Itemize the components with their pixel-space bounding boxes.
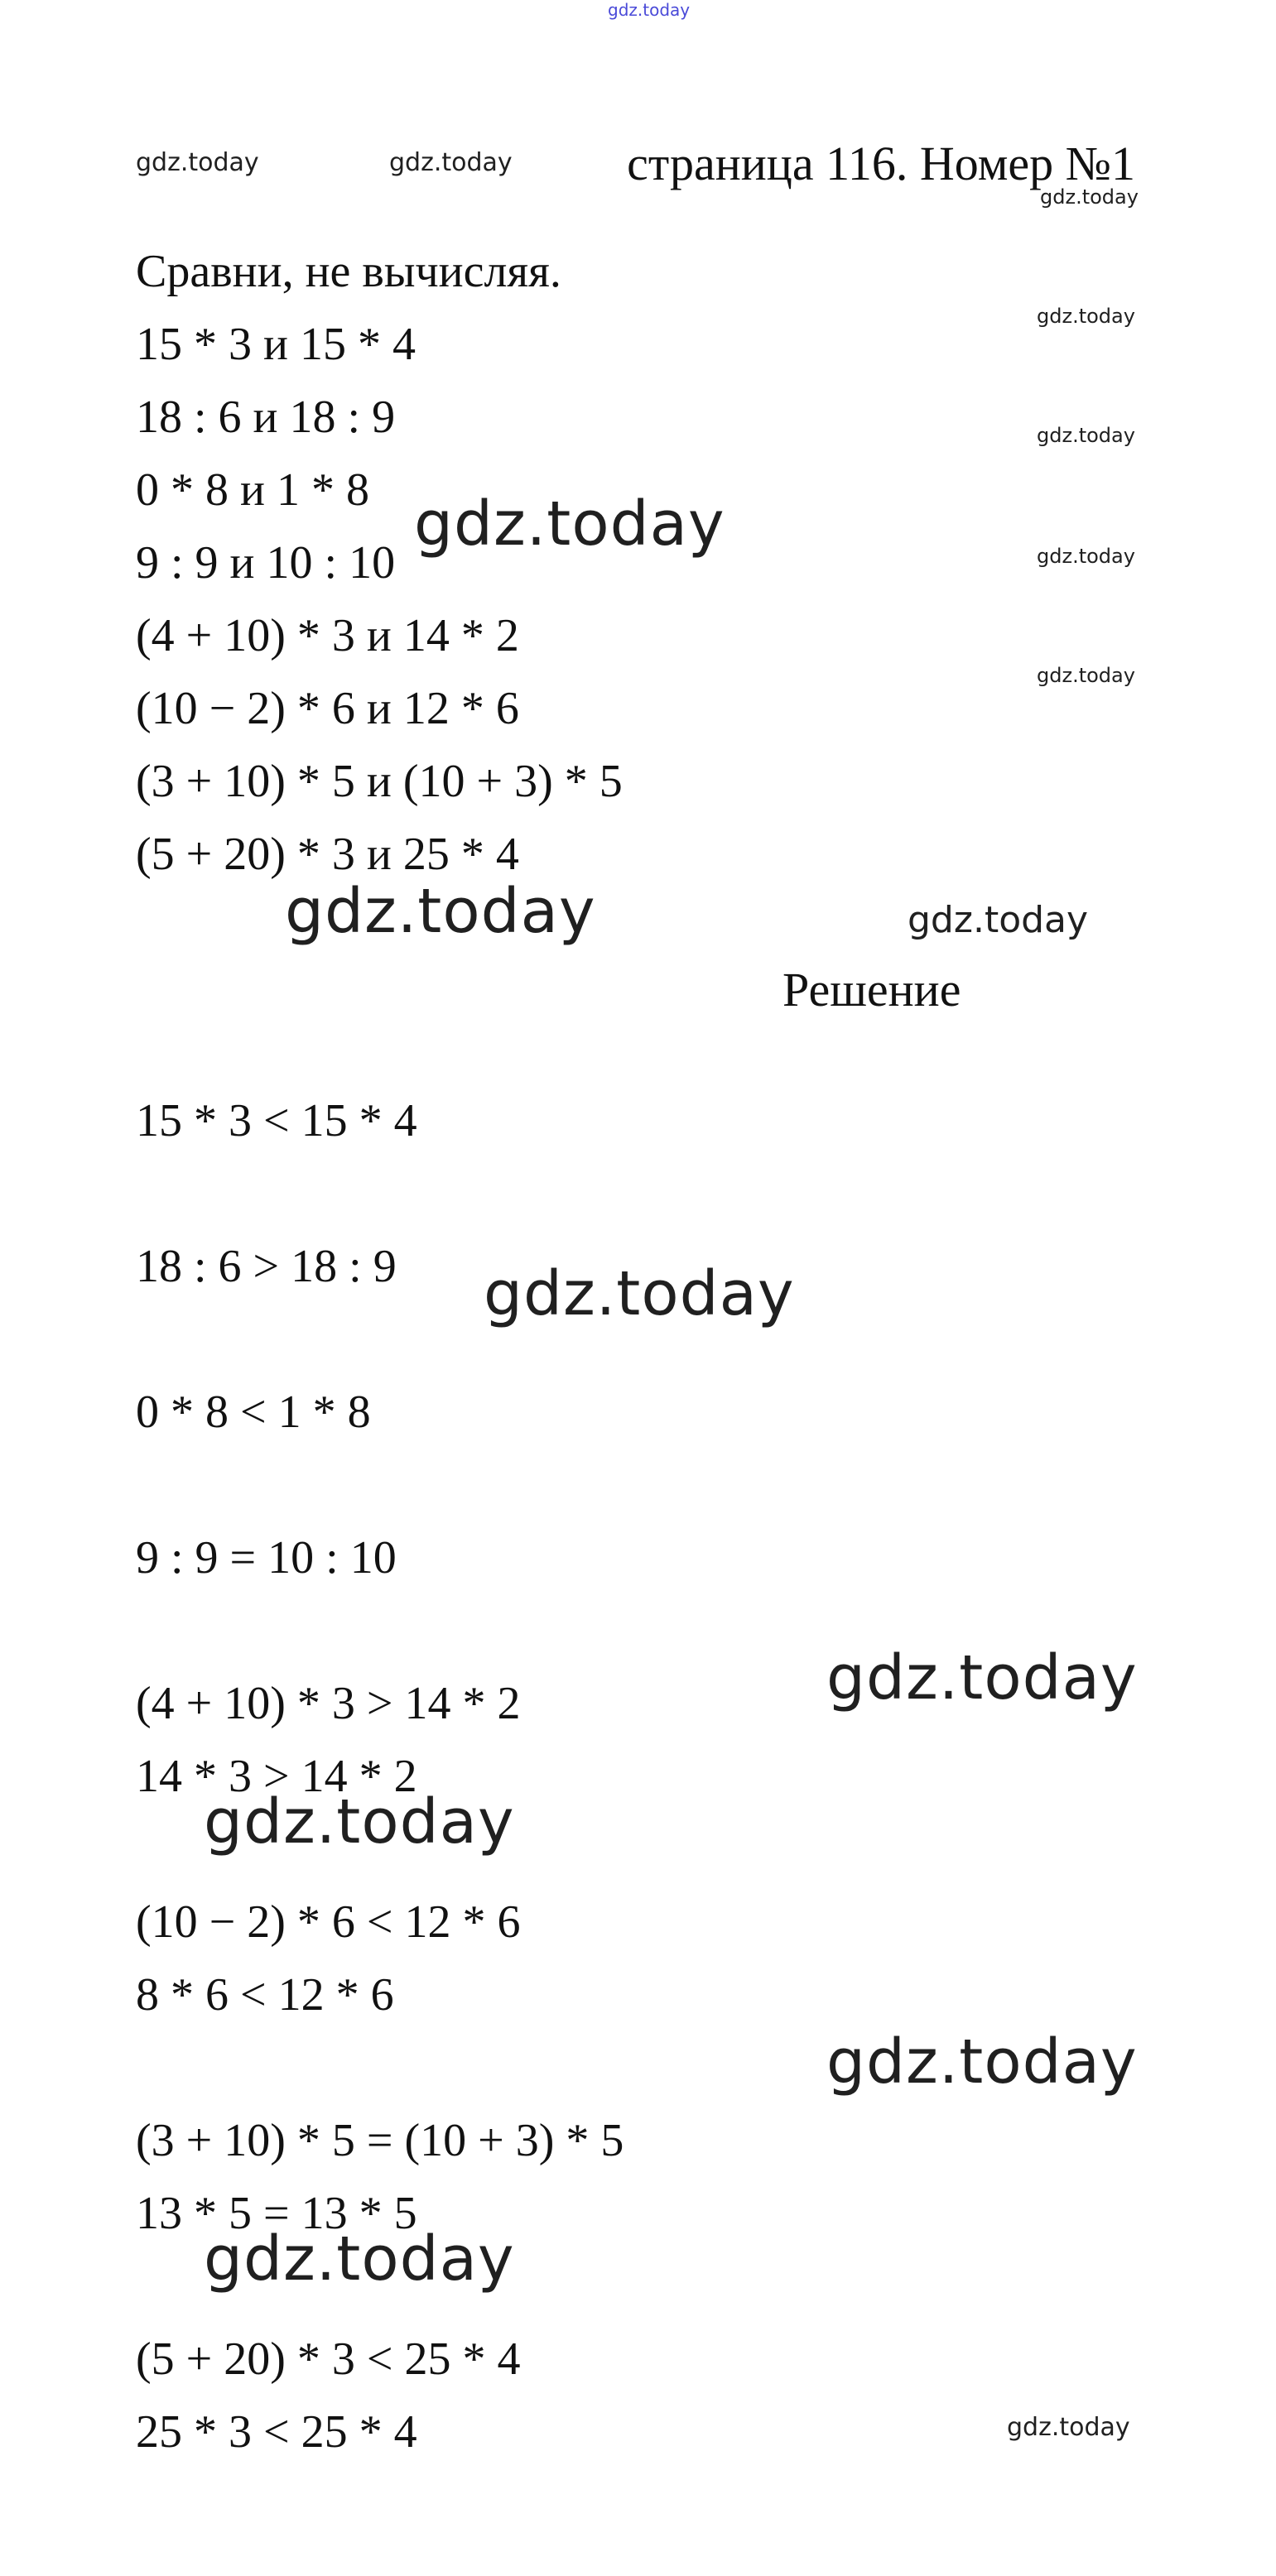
watermark-large-7: gdz.today xyxy=(204,2223,515,2295)
solution-line: 8 * 6 < 12 * 6 xyxy=(136,1969,394,2021)
watermark-large-4: gdz.today xyxy=(826,1642,1138,1713)
watermark-large-2: gdz.today xyxy=(285,876,596,947)
watermark-top: gdz.today xyxy=(608,0,691,20)
task-block xyxy=(136,245,623,901)
solution-line: 15 * 3 < 15 * 4 xyxy=(136,1095,417,1146)
task-line: 9 : 9 и 10 : 10 xyxy=(136,537,396,589)
watermark-header-center: gdz.today xyxy=(389,148,513,177)
task-line: 18 : 6 и 18 : 9 xyxy=(136,392,396,443)
watermark-header-left: gdz.today xyxy=(136,148,259,177)
solution-line: 25 * 3 < 25 * 4 xyxy=(136,2406,417,2458)
watermark-task-4: gdz.today xyxy=(1037,664,1135,687)
task-line: (10 − 2) * 6 и 12 * 6 xyxy=(136,683,519,734)
solution-line: 14 * 3 > 14 * 2 xyxy=(136,1751,417,1802)
solution-line: (10 − 2) * 6 < 12 * 6 xyxy=(136,1896,521,1948)
solution-line: 0 * 8 < 1 * 8 xyxy=(136,1387,371,1438)
task-line: (4 + 10) * 3 и 14 * 2 xyxy=(136,610,519,661)
watermark-task-2: gdz.today xyxy=(1037,424,1135,447)
watermark-header-right: gdz.today xyxy=(1040,185,1139,209)
task-line: (5 + 20) * 3 и 25 * 4 xyxy=(136,829,519,880)
solution-line: (5 + 20) * 3 < 25 * 4 xyxy=(136,2333,521,2385)
watermark-medium-1: gdz.today xyxy=(908,899,1089,941)
solution-heading: Решение xyxy=(782,963,961,1016)
task-line: (3 + 10) * 5 и (10 + 3) * 5 xyxy=(136,756,623,807)
task-line: 0 * 8 и 1 * 8 xyxy=(136,464,369,516)
watermark-large-6: gdz.today xyxy=(826,2026,1138,2098)
watermark-large-3: gdz.today xyxy=(484,1258,795,1329)
solution-line: (4 + 10) * 3 > 14 * 2 xyxy=(136,1678,521,1729)
watermark-task-1: gdz.today xyxy=(1037,305,1135,328)
solution-line: 9 : 9 = 10 : 10 xyxy=(136,1532,397,1584)
solution-line: 18 : 6 > 18 : 9 xyxy=(136,1241,397,1292)
page-title: страница 116. Номер №1 xyxy=(627,137,1135,190)
task-line: 15 * 3 и 15 * 4 xyxy=(136,319,416,370)
solution-line: (3 + 10) * 5 = (10 + 3) * 5 xyxy=(136,2115,624,2166)
solution-line: 13 * 5 = 13 * 5 xyxy=(136,2188,417,2239)
watermark-large-1: gdz.today xyxy=(414,488,725,560)
task-prompt: Сравни, не вычисляя. xyxy=(136,246,561,297)
watermark-bottom: gdz.today xyxy=(1007,2413,1130,2442)
watermark-large-5: gdz.today xyxy=(204,1786,515,1858)
watermark-task-3: gdz.today xyxy=(1037,545,1135,568)
